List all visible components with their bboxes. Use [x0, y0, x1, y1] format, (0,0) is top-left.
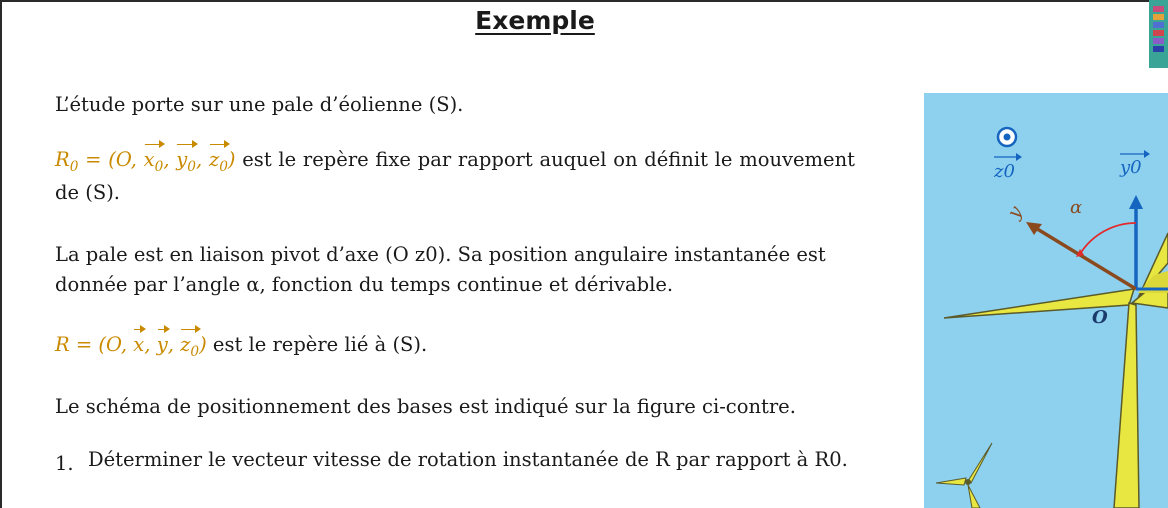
page-title: Exemple — [475, 6, 595, 35]
pivot-text: La pale est en liaison pivot d’axe (O z0). Sa position angulaire instantanée est donnée par l’angle α, fonction du temps continue et dérivable. — [55, 243, 826, 297]
z0-label: z0 — [994, 161, 1015, 182]
sidebar-tabs[interactable] — [1149, 0, 1168, 68]
fixed-frame-paragraph — [55, 145, 855, 208]
y-label: y — [1003, 202, 1027, 223]
question-1-text: Déterminer le vecteur vitesse de rotation instantanée de R par rapport à R0. — [88, 448, 848, 471]
intro-paragraph — [55, 90, 463, 120]
schema-paragraph — [55, 392, 796, 422]
fixed-frame-formula: $R_0 = (O$, $x_0$, $y_0$, $z_0$) — [55, 148, 236, 171]
moving-frame-paragraph — [55, 330, 427, 363]
pivot-paragraph — [55, 240, 855, 300]
question-1 — [88, 445, 868, 475]
y0-label: y0 — [1120, 157, 1142, 178]
moving-frame-text: est le repère lié à (S). — [206, 333, 428, 356]
intro-text: L’étude porte sur une pale d’éolienne (S). — [55, 93, 464, 116]
moving-frame-formula: R = (O, x, y, $z_0$) — [55, 333, 207, 356]
question-number: 1. — [55, 452, 74, 475]
schema-text: Le schéma de positionnement des bases est indiqué sur la figure ci-contre. — [55, 395, 796, 418]
origin-label: O — [1092, 307, 1108, 328]
wind-turbine-figure — [924, 93, 1168, 508]
fixed-frame-text: est le repère fixe par rapport auquel on définit le mouvement de (S). — [55, 148, 855, 205]
z0-axis-symbol — [998, 128, 1016, 146]
alpha-label: α — [1070, 197, 1083, 218]
